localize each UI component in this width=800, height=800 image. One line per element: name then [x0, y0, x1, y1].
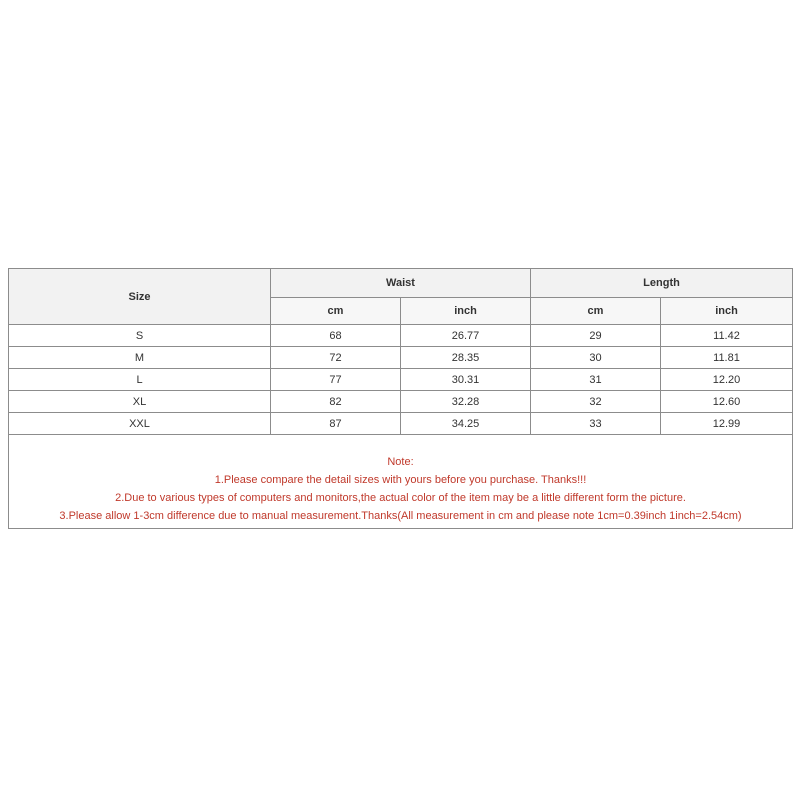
size-chart	[8, 268, 792, 529]
waist-cm-cell: 68	[271, 325, 401, 347]
table-row	[9, 413, 793, 435]
length-inch-cell: 12.60	[661, 391, 793, 413]
table-row	[9, 369, 793, 391]
waist-cm-cell: 87	[271, 413, 401, 435]
note-line-1: 1.Please compare the detail sizes with yours before you purchase. Thanks!!!	[214, 474, 587, 486]
waist-inch-cell: 26.77	[401, 325, 531, 347]
size-cell: XXL	[9, 413, 271, 435]
table-row	[9, 325, 793, 347]
size-cell: S	[9, 325, 271, 347]
length-inch-cell: 12.99	[661, 413, 793, 435]
length-cm-header: cm	[531, 298, 661, 325]
waist-inch-header: inch	[401, 298, 531, 325]
note-line-2: 2.Due to various types of computers and monitors,the actual color of the item may be a little different form the picture.	[115, 492, 686, 504]
notes-row	[9, 435, 793, 529]
waist-cm-cell: 72	[271, 347, 401, 369]
length-cm-cell: 33	[531, 413, 661, 435]
size-table	[8, 268, 793, 529]
size-column-header: Size	[9, 269, 271, 325]
length-cm-cell: 29	[531, 325, 661, 347]
waist-inch-cell: 28.35	[401, 347, 531, 369]
length-cm-cell: 30	[531, 347, 661, 369]
waist-group-header: Waist	[271, 269, 531, 298]
size-cell: M	[9, 347, 271, 369]
table-row	[9, 391, 793, 413]
size-cell: L	[9, 369, 271, 391]
length-cm-cell: 32	[531, 391, 661, 413]
header-row-groups	[9, 269, 793, 298]
length-group-header: Length	[531, 269, 793, 298]
length-inch-header: inch	[661, 298, 793, 325]
waist-cm-cell: 82	[271, 391, 401, 413]
length-cm-cell: 31	[531, 369, 661, 391]
size-cell: XL	[9, 391, 271, 413]
table-row	[9, 347, 793, 369]
waist-inch-cell: 32.28	[401, 391, 531, 413]
note-line-3: 3.Please allow 1-3cm difference due to manual measurement.Thanks(All measurement in cm and please note 1cm=0.39inch 1inch=2.54cm)	[59, 510, 742, 522]
waist-inch-cell: 34.25	[401, 413, 531, 435]
waist-cm-header: cm	[271, 298, 401, 325]
length-inch-cell: 11.42	[661, 325, 793, 347]
note-title: Note:	[387, 456, 414, 468]
waist-cm-cell: 77	[271, 369, 401, 391]
length-inch-cell: 11.81	[661, 347, 793, 369]
notes-cell	[9, 435, 793, 529]
length-inch-cell: 12.20	[661, 369, 793, 391]
waist-inch-cell: 30.31	[401, 369, 531, 391]
